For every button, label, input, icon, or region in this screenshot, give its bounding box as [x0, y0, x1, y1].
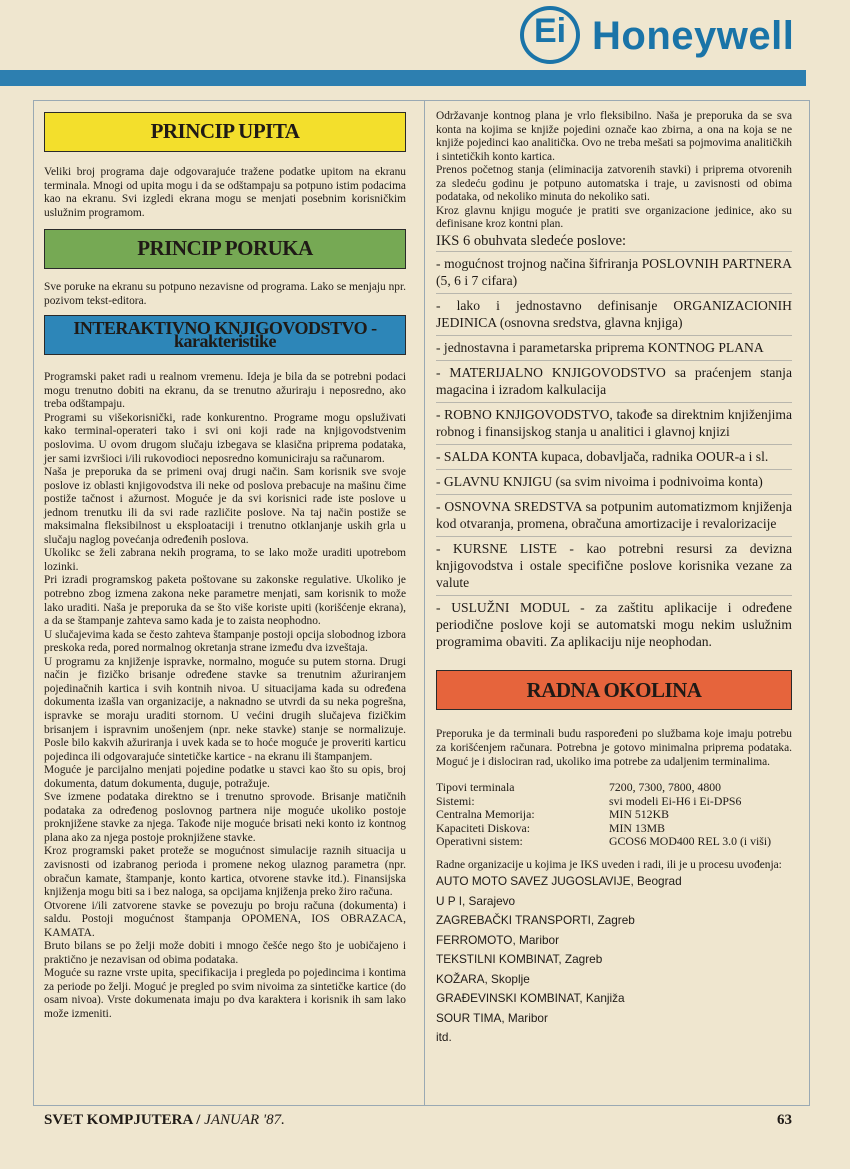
paragraph-poruka: Sve poruke na ekranu su potpuno nezavisne od programa. Lako se menjaju npr. pozivom tekst-editora.	[44, 281, 406, 307]
iks-title: IKS 6 obuhvata sledeće poslove:	[436, 232, 627, 249]
iks-item: - jednostavna i parametarska priprema KONTNOG PLANA	[436, 335, 792, 360]
footer-magazine	[44, 1112, 285, 1129]
body-paragraph: Naša je preporuka da se primeni ovaj drugi način. Sam korisnik sve svoje poslove iz oblasti knjigovodstva ili neke od poslova prebacuje na mašinu čime postiže tačnost i ažurnost. Moguće je da svi korisnici rade iste poslove u jednom trenutku ili da svi rade različite poslove. Na taj način postiže se maksimalna fleksibilnost u eksploataciji i trenutno otklanjanje uskih grla u slučaju naglog povećanja određenih poslova.	[44, 466, 406, 546]
org-item: FERROMOTO, Maribor	[436, 932, 560, 947]
iks-list	[436, 251, 792, 654]
logo-text: Honeywell	[592, 14, 795, 58]
body-paragraph: Bruto bilans se po želji može dobiti i mnogo češće nego što je uobičajeno i praktično je nezavisan od obima podataka.	[44, 940, 406, 966]
body-paragraph: Moguće je parcijalno menjati pojedine podatke u stavci kao što su opis, broj dokumenta, datum dokumenta, duguje, potražuje.	[44, 764, 406, 790]
org-item: GRAĐEVINSKI KOMBINAT, Kanjiža	[436, 991, 625, 1006]
body-paragraph: Pri izradi programskog paketa poštovane su zakonske regulative. Ukoliko je potrebno zbog izmena zakona neke parametre menjati, sam korisnik to može lako uraditi. Naša je preporuka da se što više koriste upiti (korišćenje ekrana), a da se štampanje zahteva samo kada je to zaista neophodno.	[44, 574, 406, 628]
body-paragraph: Moguće su razne vrste upita, specifikacija i pregleda po pojedincima i kontima za periode po želji. Moguć je pregled po svim nivoima za sintetičke kartice (do osam nivoa). Vrste dokumenata imaju po dva karaktera i korisnik ih sam lako može izmeniti.	[44, 967, 406, 1020]
iks-item: - ROBNO KNJIGOVODSTVO, takođe sa direktnim knjiženjima robnog i finansijskog stanja u analitici i glavnoj knjizi	[436, 402, 792, 444]
spec-row: Kapaciteti Diskova: MIN 13MB	[436, 820, 666, 835]
org-item: ZAGREBAČKI TRANSPORTI, Zagreb	[436, 913, 635, 928]
heading-princip-poruka: PRINCIP PORUKA	[44, 229, 406, 269]
body-paragraph: Kroz programski paket proteže se mogućnost simulacije raznih situacija u zavisnosti od izabranog perioda i promene nekog ulaznog parametra (npr. obračun kamate, štampanje, konto kartica, otvorene stavke itd.). Finansijska knjiženja mogu biti sa i bez naloga, sa opcijama knjiženja preko žiro računa.	[44, 845, 406, 899]
iks-item: - USLUŽNI MODUL - za zaštitu aplikacije i određene periodične poslove koji se automatski mogu nekim uslužnim programima obaviti. Za aplikaciju nije neophodan.	[436, 595, 792, 654]
intro-paragraph: Kroz glavnu knjigu moguće je pratiti sve organizacione jedinice, ako su definisane kroz kontni plan.	[436, 204, 792, 231]
body-paragraph: Sve izmene podataka direktno se i trenutno sprovode. Brisanje matičnih podataka za određenog poslovnog partnera nije moguće ukoliko postoje proknjižene stavke za njega. Takođe nije moguće brisati neki konto iz kontnog plana ako za njega postoje proknjižene stavke.	[44, 791, 406, 844]
body-paragraph: Otvorene i/ili zatvorene stavke se povezuju po broju računa (dokumenta) i saldu. Postoji mogućnost štampanja OPOMENA, IOS OBRAZACA, KAMATA.	[44, 899, 406, 939]
iks-item: - lako i jednostavno definisanje ORGANIZACIONIH JEDINICA (osnovna sredstva, glavna knjiga)	[436, 293, 792, 335]
heading-radna-okolina: RADNA OKOLINA	[436, 670, 792, 710]
spec-row: Operativni sistem: GCOS6 MOD400 REL 3.0 (i viši)	[436, 834, 772, 849]
iks-item: - OSNOVNA SREDSTVA sa potpunim automatizmom knjiženja kod otvaranja, promena, obračuna amortizacije i revalorizacije	[436, 494, 792, 536]
page-number: 63	[777, 1112, 792, 1128]
org-item: TEKSTILNI KOMBINAT, Zagreb	[436, 952, 603, 967]
paragraph-upita: Veliki broj programa daje odgovarajuće tražene podatke upitom na ekranu terminala. Mnogi od upita mogu i da se odštampaju sa potpuno istim podacima kao na ekranu. Svi izgledi ekrana mogu se menjati posebnim korisničkim uslužnim programom.	[44, 166, 406, 219]
body-paragraph: U programu za knjiženje ispravke, normalno, moguće su putem storna. Drugi način je fizičko brisanje određene stavke sa trenutnim ažuriranjem pojedinačnih kartica i svih kontnih nivoa. U situacijama kada su određena dokumenta izašla van organizacije, a naknadno se utvrdi da su neka pogrešna, ispravke se moraju uraditi stornom. U većini drugih slučajeva fizičkim brisanjem i ispravnim unošenjem (npr. neke stavke) stanje se normalizuje. Posle bilo kakvih ažuriranja i uvek kada se to hoće moguće je proveriti karticu pojedinca ili odgovarajuće sintetičke kartice - na ekranu ili štampanjem.	[44, 655, 406, 763]
column-divider	[424, 100, 425, 1106]
intro-paragraph: Održavanje kontnog plana je vrlo fleksibilno. Naša je preporuka da se sva konta na kojima se knjiže pojedini označe kao zbirna, a ona na koja se ne knjiže pojedinci kao analitička. Ovo ne treba mešati sa pojmovima analitičkih i sintetičkih konto kartica.	[436, 110, 792, 163]
iks-item: - KURSNE LISTE - kao potrebni resursi za devizna knjigovodstva i ostale specifične poslove korisnika vezane za valute	[436, 536, 792, 595]
env-paragraph: Preporuka je da terminali budu raspoređeni po službama koje imaju potrebu za korišćenjem računara. Potrebna je gotovo minimalna priprema podataka. Moguć je i dislociran rad, ukoliko ima potrebe za udaljenim terminalima.	[436, 728, 792, 768]
body-paragraph: Ukolikc se želi zabrana nekih programa, to se lako može uraditi upotrebom lozinki.	[44, 547, 406, 573]
iks-item: - SALDA KONTA kupaca, dobavljača, radnika OOUR-a i sl.	[436, 444, 792, 469]
heading-interaktivno: INTERAKTIVNO KNJIGOVODSTVO - karakteristike	[44, 315, 406, 355]
magazine-name: SVET KOMPJUTERA /	[44, 1112, 201, 1128]
top-blue-bar	[0, 70, 806, 86]
logo-mark: Ei	[533, 12, 567, 50]
heading-princip-upita: PRINCIP UPITA	[44, 112, 406, 152]
spec-table	[436, 781, 792, 849]
spec-row: Tipovi terminala 7200, 7300, 7800, 4800	[436, 780, 722, 795]
spec-row: Sistemi: svi modeli Ei-H6 i Ei-DPS6	[436, 793, 742, 808]
right-column	[436, 110, 792, 1048]
orgs-intro: Radne organizacije u kojima je IKS uveden i radi, ili je u procesu uvođenja:	[436, 858, 782, 871]
iks-item: - MATERIJALNO KNJIGOVODSTVO sa praćenjem stanja magacina i izradom kalkulacija	[436, 360, 792, 402]
body-paragraph: Programi su višekorisnički, rade konkurentno. Programe mogu opsluživati kako terminal-operateri tako i svi oni koji rade na knjigovodstvenim poslovima. U ovom drugom slučaju izbegava se klasična priprema podataka, jer sami izvršioci i/ili rukovodioci neposredno komuniciraju sa računarom.	[44, 411, 406, 465]
iks-item: - GLAVNU KNJIGU (sa svim nivoima i podnivoima konta)	[436, 469, 792, 494]
body-paragraph: U slučajevima kada se često zahteva štampanje postoji opcija slobodnog izbora preskoka reda, pored normalnog okretanja strane između dva izveštaja.	[44, 628, 406, 655]
intro-paragraph: Prenos početnog stanja (eliminacija zatvorenih stavki) i priprema otvorenih za sledeću godinu je potpuno automatska i traje, u zavisnosti od obima podataka, od nekoliko minuta do nekoliko sati.	[436, 164, 792, 204]
left-column	[44, 112, 406, 1022]
org-item: U P I, Sarajevo	[436, 893, 516, 908]
org-item: SOUR TIMA, Maribor	[436, 1010, 548, 1025]
org-item: itd.	[436, 1030, 452, 1045]
org-item: KOŽARA, Skoplje	[436, 971, 530, 986]
orgs-list	[436, 872, 792, 1048]
org-item: AUTO MOTO SAVEZ JUGOSLAVIJE, Beograd	[436, 874, 682, 889]
body-paragraph: Programski paket radi u realnom vremenu. Ideja je bila da se potrebni podaci mogu trenutno dobiti na ekranu, da se trenutno ažuriraju i neposredno, ako treba odštampaju.	[44, 371, 406, 411]
iks-item: - mogućnost trojnog načina šifriranja POSLOVNIH PARTNERA (5, 6 i 7 cifara)	[436, 251, 792, 293]
issue-date: JANUAR '87.	[204, 1112, 285, 1128]
spec-row: Centralna Memorija: MIN 512KB	[436, 807, 669, 822]
honeywell-logo	[520, 4, 840, 68]
